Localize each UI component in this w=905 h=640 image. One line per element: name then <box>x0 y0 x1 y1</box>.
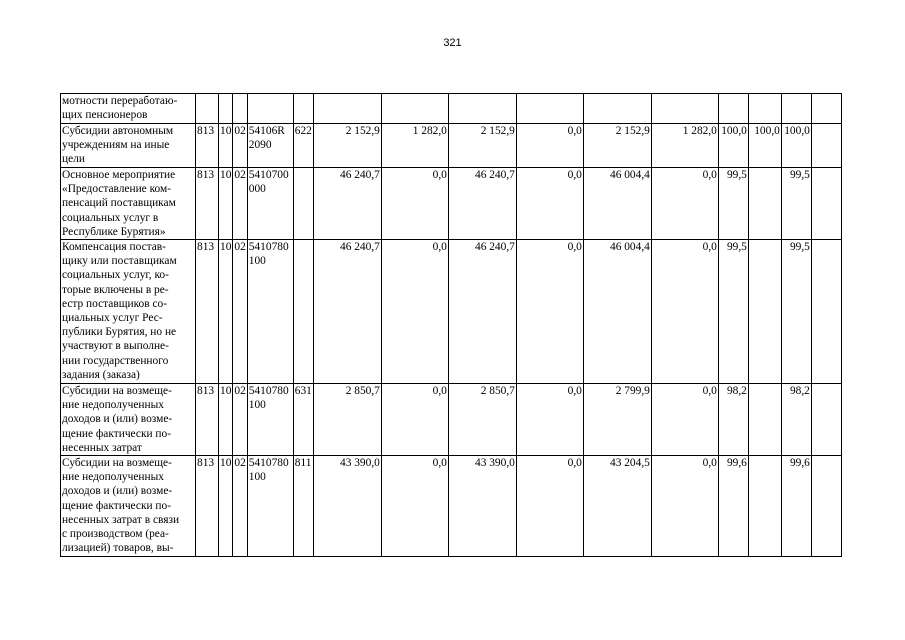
percent-execution-refined: 100,0 <box>781 124 811 168</box>
value-actual-federal: 0,0 <box>651 384 718 456</box>
code-section <box>219 94 233 124</box>
percent-execution: 98,2 <box>718 384 748 456</box>
code-section: 10 <box>219 384 233 456</box>
value-refined-federal: 0,0 <box>516 240 583 384</box>
percent-execution-federal: 100,0 <box>748 124 781 168</box>
value-refined-plan: 46 240,7 <box>448 168 516 240</box>
table-row <box>61 94 842 124</box>
code-section: 10 <box>219 456 233 557</box>
code-expense-type: 622 <box>293 124 313 168</box>
table-row <box>61 168 842 240</box>
code-ministry: 813 <box>196 124 219 168</box>
code-target-article: 5410780 100 <box>247 240 293 384</box>
code-subsection: 02 <box>233 456 247 557</box>
value-plan: 2 850,7 <box>313 384 381 456</box>
value-actual: 2 152,9 <box>583 124 651 168</box>
row-name: Основное мероприятие «Предоставление ком- пенсаций поставщикам социальных услуг в Республике Бурятия» <box>61 168 196 240</box>
percent-execution: 99,5 <box>718 240 748 384</box>
code-ministry: 813 <box>196 384 219 456</box>
percent-execution-refined: 99,5 <box>781 240 811 384</box>
percent-execution-federal <box>748 384 781 456</box>
value-refined-federal: 0,0 <box>516 456 583 557</box>
value-actual-federal <box>651 94 718 124</box>
extra-column <box>811 94 841 124</box>
row-name: мотности переработаю- щих пенсионеров <box>61 94 196 124</box>
extra-column <box>811 240 841 384</box>
code-section: 10 <box>219 124 233 168</box>
row-name: Субсидии автономным учреждениям на иные цели <box>61 124 196 168</box>
code-ministry <box>196 94 219 124</box>
value-actual-federal: 0,0 <box>651 168 718 240</box>
percent-execution-refined: 98,2 <box>781 384 811 456</box>
extra-column <box>811 124 841 168</box>
value-refined-plan: 46 240,7 <box>448 240 516 384</box>
code-section: 10 <box>219 168 233 240</box>
percent-execution-federal <box>748 94 781 124</box>
table-row <box>61 384 842 456</box>
extra-column <box>811 384 841 456</box>
value-refined-federal: 0,0 <box>516 124 583 168</box>
value-actual: 2 799,9 <box>583 384 651 456</box>
percent-execution-refined: 99,5 <box>781 168 811 240</box>
budget-execution-table <box>60 93 842 557</box>
code-target-article: 5410780 100 <box>247 456 293 557</box>
value-plan: 43 390,0 <box>313 456 381 557</box>
percent-execution-refined <box>781 94 811 124</box>
value-refined-federal <box>516 94 583 124</box>
value-plan: 46 240,7 <box>313 240 381 384</box>
value-plan-federal: 0,0 <box>381 168 448 240</box>
code-expense-type <box>293 94 313 124</box>
value-plan-federal: 1 282,0 <box>381 124 448 168</box>
code-ministry: 813 <box>196 240 219 384</box>
code-target-article: 5410700 000 <box>247 168 293 240</box>
percent-execution: 99,6 <box>718 456 748 557</box>
code-subsection: 02 <box>233 124 247 168</box>
code-subsection <box>233 94 247 124</box>
extra-column <box>811 168 841 240</box>
value-refined-plan: 43 390,0 <box>448 456 516 557</box>
code-target-article <box>247 94 293 124</box>
value-actual <box>583 94 651 124</box>
code-section: 10 <box>219 240 233 384</box>
table-body <box>61 94 842 557</box>
row-name: Компенсация постав- щику или поставщикам социальных услуг, ко- торые включены в ре- естр поставщиков со- циальных услуг Рес- публики Бурятия, но не участвуют в выполне- нии государственного задания (заказа) <box>61 240 196 384</box>
code-expense-type <box>293 240 313 384</box>
code-target-article: 5410780 100 <box>247 384 293 456</box>
code-expense-type: 811 <box>293 456 313 557</box>
code-expense-type: 631 <box>293 384 313 456</box>
table-row <box>61 240 842 384</box>
percent-execution: 99,5 <box>718 168 748 240</box>
value-actual: 46 004,4 <box>583 240 651 384</box>
percent-execution-federal <box>748 168 781 240</box>
percent-execution: 100,0 <box>718 124 748 168</box>
value-actual-federal: 0,0 <box>651 456 718 557</box>
percent-execution <box>718 94 748 124</box>
value-actual: 46 004,4 <box>583 168 651 240</box>
percent-execution-federal <box>748 456 781 557</box>
code-expense-type <box>293 168 313 240</box>
percent-execution-refined: 99,6 <box>781 456 811 557</box>
code-ministry: 813 <box>196 456 219 557</box>
code-ministry: 813 <box>196 168 219 240</box>
value-actual-federal: 1 282,0 <box>651 124 718 168</box>
code-subsection: 02 <box>233 168 247 240</box>
code-subsection: 02 <box>233 240 247 384</box>
value-plan-federal: 0,0 <box>381 456 448 557</box>
value-plan-federal <box>381 94 448 124</box>
value-refined-plan: 2 152,9 <box>448 124 516 168</box>
value-refined-federal: 0,0 <box>516 168 583 240</box>
value-plan: 46 240,7 <box>313 168 381 240</box>
value-plan: 2 152,9 <box>313 124 381 168</box>
value-refined-plan: 2 850,7 <box>448 384 516 456</box>
value-refined-federal: 0,0 <box>516 384 583 456</box>
value-plan-federal: 0,0 <box>381 240 448 384</box>
row-name: Субсидии на возмеще- ние недополученных доходов и (или) возме- щение фактически по- несенных затрат <box>61 384 196 456</box>
value-plan <box>313 94 381 124</box>
value-plan-federal: 0,0 <box>381 384 448 456</box>
extra-column <box>811 456 841 557</box>
value-actual-federal: 0,0 <box>651 240 718 384</box>
table-row <box>61 456 842 557</box>
table-row <box>61 124 842 168</box>
row-name: Субсидии на возмеще- ние недополученных доходов и (или) возме- щение фактически по- несенных затрат в связи с производством (реа- лизацией) товаров, вы- <box>61 456 196 557</box>
value-actual: 43 204,5 <box>583 456 651 557</box>
percent-execution-federal <box>748 240 781 384</box>
code-target-article: 54106R 2090 <box>247 124 293 168</box>
code-subsection: 02 <box>233 384 247 456</box>
page-number: 321 <box>443 37 462 49</box>
value-refined-plan <box>448 94 516 124</box>
